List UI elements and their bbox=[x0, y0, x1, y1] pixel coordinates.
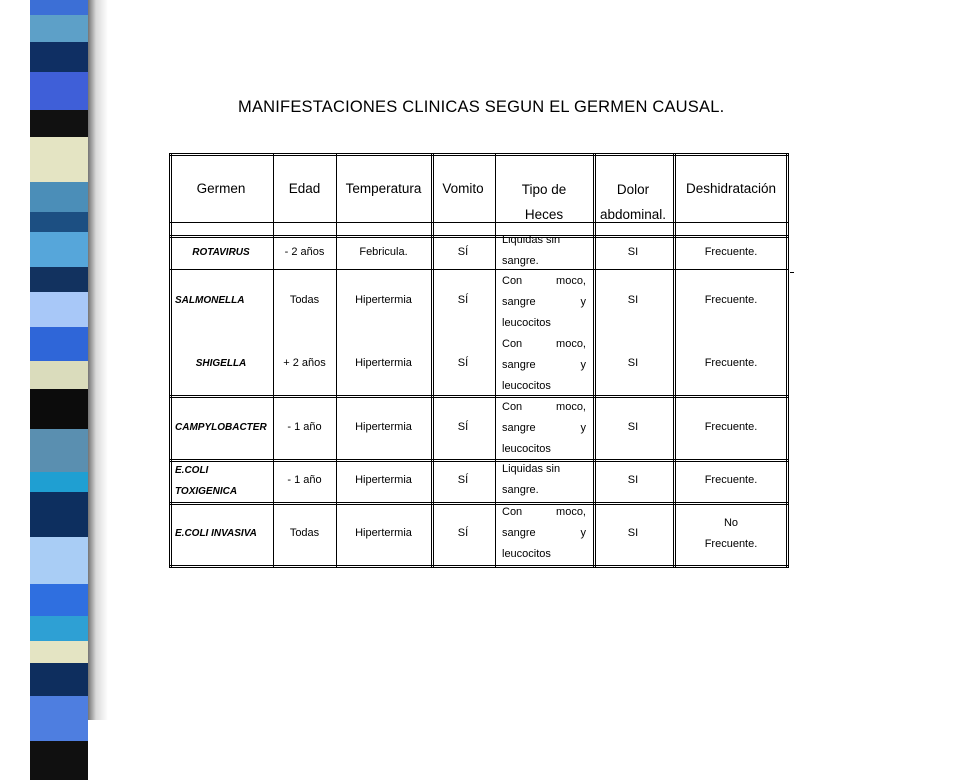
cell-text: Deshidratación bbox=[685, 180, 777, 196]
heces-line: Liquidas sin bbox=[502, 234, 561, 246]
row-germen bbox=[169, 235, 273, 269]
row-vomito bbox=[431, 395, 495, 459]
stripe-segment bbox=[30, 15, 88, 42]
stripe-segment bbox=[30, 537, 88, 584]
row-vomito bbox=[431, 235, 495, 269]
row-tipo-heces bbox=[502, 230, 586, 272]
stripe-segment bbox=[30, 696, 88, 741]
cell-text: Germen bbox=[196, 180, 246, 196]
row-vomito bbox=[431, 269, 495, 332]
row-edad bbox=[273, 502, 336, 565]
cell-text: Hipertermia bbox=[355, 474, 412, 486]
row-dolor bbox=[593, 235, 673, 269]
row-dolor bbox=[593, 332, 673, 395]
row-vomito bbox=[431, 502, 495, 565]
stripe-segment bbox=[30, 361, 88, 389]
header-deshidratacion bbox=[673, 169, 789, 207]
header-temperatura bbox=[336, 169, 431, 207]
cell-line: Frecuente. bbox=[704, 537, 758, 550]
cell-text: SI bbox=[627, 294, 639, 306]
cell-text: Hipertermia bbox=[355, 420, 412, 433]
header-germen bbox=[169, 169, 273, 207]
header-edad bbox=[273, 169, 336, 207]
table-horizontal-rule bbox=[169, 153, 789, 156]
cell-line: Frecuente. bbox=[704, 474, 758, 486]
heces-line: Con moco, bbox=[502, 338, 586, 350]
row-germen bbox=[169, 269, 273, 332]
heces-line: Con moco, bbox=[502, 401, 586, 413]
stripe-segment bbox=[30, 429, 88, 472]
cell-line: Heces bbox=[524, 207, 564, 222]
decorative-stripe-bar bbox=[30, 0, 88, 720]
stripe-segment bbox=[30, 72, 88, 110]
row-germen bbox=[169, 502, 273, 565]
row-deshidratacion bbox=[673, 459, 789, 502]
row-temperatura bbox=[336, 459, 431, 502]
cell-text: SÍ bbox=[457, 294, 469, 306]
cell-text: - 1 año bbox=[287, 420, 322, 433]
heces-line: leucocitos bbox=[502, 443, 551, 455]
row-temperatura bbox=[336, 269, 431, 332]
cell-text: E.COLI INVASIVA bbox=[175, 528, 257, 539]
cell-text: SÍ bbox=[457, 357, 469, 369]
cell-line: E.COLI bbox=[175, 464, 209, 476]
row-deshidratacion bbox=[673, 332, 789, 395]
row-tipo-heces bbox=[502, 459, 586, 501]
stripe-segment bbox=[30, 327, 88, 361]
cell-text: Edad bbox=[288, 180, 321, 196]
row-tipo-heces bbox=[502, 334, 586, 397]
cell-text: SHIGELLA bbox=[195, 358, 247, 369]
table-edge-mark bbox=[790, 272, 794, 273]
row-dolor bbox=[593, 269, 673, 332]
row-tipo-heces bbox=[502, 502, 586, 565]
row-deshidratacion bbox=[673, 502, 789, 565]
stripe-segment bbox=[30, 492, 88, 537]
table-horizontal-rule bbox=[169, 222, 789, 223]
cell-text: SÍ bbox=[457, 245, 469, 258]
row-deshidratacion bbox=[673, 269, 789, 332]
row-germen bbox=[169, 332, 273, 395]
table-horizontal-rule bbox=[169, 565, 789, 568]
row-vomito bbox=[431, 459, 495, 502]
cell-text: Hipertermia bbox=[355, 294, 412, 306]
stripe-segment bbox=[30, 472, 88, 492]
stripe-segment bbox=[30, 641, 88, 663]
stripe-segment bbox=[30, 267, 88, 292]
cell-text: Febricula. bbox=[359, 245, 408, 258]
cell-line: TOXIGENICA bbox=[175, 485, 238, 497]
cell-text: CAMPYLOBACTER bbox=[175, 421, 267, 433]
cell-text: SI bbox=[627, 527, 639, 539]
row-germen bbox=[169, 395, 273, 459]
row-vomito bbox=[431, 332, 495, 395]
cell-text: - 1 año bbox=[287, 474, 322, 486]
cell-text: + 2 años bbox=[283, 357, 326, 369]
cell-line: Frecuente. bbox=[704, 357, 758, 369]
row-edad bbox=[273, 332, 336, 395]
heces-line: leucocitos bbox=[502, 380, 551, 392]
row-deshidratacion bbox=[673, 235, 789, 269]
clinical-manifestations-table bbox=[169, 153, 789, 568]
cell-text: Todas bbox=[289, 527, 320, 539]
stripe-segment bbox=[30, 292, 88, 327]
cell-text: Vomito bbox=[442, 180, 484, 196]
heces-line: Liquidas sin bbox=[502, 463, 561, 475]
stripe-segment bbox=[30, 137, 88, 182]
page-title: MANIFESTACIONES CLINICAS SEGUN EL GERMEN CAUSAL. bbox=[238, 98, 725, 116]
heces-line: sangre y bbox=[502, 422, 586, 434]
stripe-segment bbox=[30, 232, 88, 267]
cell-line: abdominal. bbox=[599, 207, 667, 222]
row-dolor bbox=[593, 502, 673, 565]
heces-line: sangre y bbox=[502, 527, 586, 539]
cell-text: SI bbox=[627, 245, 639, 258]
heces-line: Con moco, bbox=[502, 275, 586, 287]
cell-text: SI bbox=[627, 474, 639, 486]
heces-line: sangre. bbox=[502, 255, 539, 267]
cell-line: Frecuente. bbox=[704, 245, 758, 258]
row-edad bbox=[273, 235, 336, 269]
header-vomito bbox=[431, 169, 495, 207]
stripe-segment bbox=[30, 741, 88, 780]
header-tipo-heces bbox=[495, 177, 593, 227]
row-temperatura bbox=[336, 502, 431, 565]
heces-line: leucocitos bbox=[502, 548, 551, 560]
cell-text: SÍ bbox=[457, 527, 469, 539]
heces-line: sangre. bbox=[502, 484, 539, 496]
row-edad bbox=[273, 459, 336, 502]
cell-text: Todas bbox=[289, 294, 320, 306]
cell-text: SI bbox=[627, 420, 639, 433]
heces-line: Con moco, bbox=[502, 506, 586, 518]
stripe-segment bbox=[30, 110, 88, 137]
row-tipo-heces bbox=[502, 397, 586, 460]
row-temperatura bbox=[336, 395, 431, 459]
row-edad bbox=[273, 395, 336, 459]
cell-line: Frecuente. bbox=[704, 294, 758, 306]
cell-line: Tipo de bbox=[521, 182, 567, 197]
stripe-segment bbox=[30, 584, 88, 616]
stripe-shadow bbox=[88, 0, 108, 720]
cell-text: - 2 años bbox=[284, 245, 325, 258]
row-temperatura bbox=[336, 332, 431, 395]
row-dolor bbox=[593, 459, 673, 502]
stripe-segment bbox=[30, 42, 88, 72]
cell-text: ROTAVIRUS bbox=[192, 246, 250, 258]
row-germen bbox=[169, 459, 273, 502]
stripe-segment bbox=[30, 389, 88, 429]
cell-text: SALMONELLA bbox=[175, 295, 245, 306]
cell-text: SI bbox=[627, 357, 639, 369]
stripe-segment bbox=[30, 182, 88, 212]
heces-line: sangre y bbox=[502, 359, 586, 371]
heces-line: sangre y bbox=[502, 296, 586, 308]
cell-text: SÍ bbox=[457, 420, 469, 433]
stripe-segment bbox=[30, 212, 88, 232]
cell-text: SÍ bbox=[457, 474, 469, 486]
row-deshidratacion bbox=[673, 395, 789, 459]
cell-line: No bbox=[723, 516, 739, 529]
header-dolor bbox=[593, 177, 673, 227]
cell-text: Hipertermia bbox=[355, 527, 412, 539]
row-tipo-heces bbox=[502, 271, 586, 334]
row-edad bbox=[273, 269, 336, 332]
stripe-segment bbox=[30, 616, 88, 641]
stripe-segment bbox=[30, 0, 88, 15]
cell-line: Dolor bbox=[616, 182, 650, 197]
cell-line: Frecuente. bbox=[704, 420, 758, 433]
row-dolor bbox=[593, 395, 673, 459]
heces-line: leucocitos bbox=[502, 317, 551, 329]
stripe-segment bbox=[30, 663, 88, 696]
cell-text: Temperatura bbox=[345, 180, 422, 196]
cell-text: Hipertermia bbox=[355, 357, 412, 369]
row-temperatura bbox=[336, 235, 431, 269]
